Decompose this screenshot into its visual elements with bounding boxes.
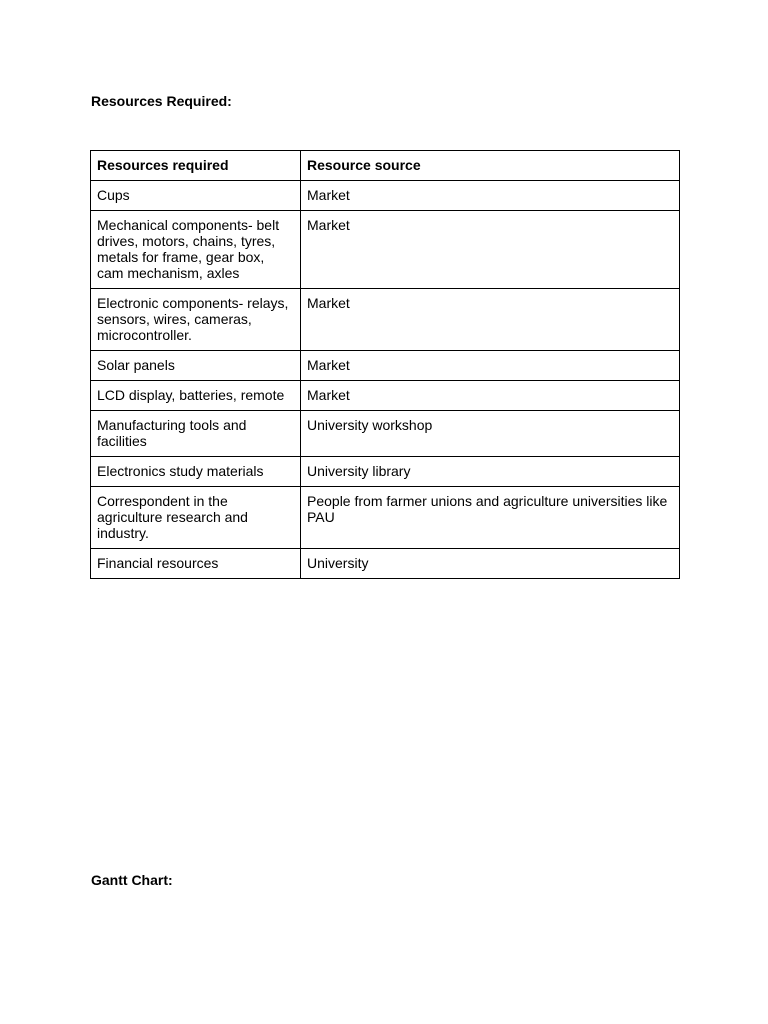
resources-required-heading: Resources Required: [91, 93, 232, 109]
table-row [91, 289, 680, 351]
resource-cell: LCD display, batteries, remote [91, 381, 301, 411]
source-cell: Market [301, 181, 680, 211]
source-cell: University [301, 549, 680, 579]
resource-cell: Mechanical components- belt drives, motors, chains, tyres, metals for frame, gear box, cam mechanism, axles [91, 211, 301, 289]
resource-cell: Solar panels [91, 351, 301, 381]
table-row [91, 181, 680, 211]
table-row [91, 351, 680, 381]
resource-cell: Correspondent in the agriculture research and industry. [91, 487, 301, 549]
table-header-row [91, 151, 680, 181]
resource-cell: Electronics study materials [91, 457, 301, 487]
source-cell: Market [301, 289, 680, 351]
table-row [91, 487, 680, 549]
table-row [91, 211, 680, 289]
source-cell: People from farmer unions and agriculture universities like PAU [301, 487, 680, 549]
resource-cell: Cups [91, 181, 301, 211]
source-cell: Market [301, 211, 680, 289]
table-row [91, 549, 680, 579]
resource-cell: Financial resources [91, 549, 301, 579]
table-row [91, 381, 680, 411]
source-cell: Market [301, 351, 680, 381]
source-cell: Market [301, 381, 680, 411]
gantt-chart-heading: Gantt Chart: [91, 872, 173, 888]
resource-cell: Electronic components- relays, sensors, wires, cameras, microcontroller. [91, 289, 301, 351]
column-header-resources-required: Resources required [91, 151, 301, 181]
resources-table [90, 150, 680, 579]
source-cell: University workshop [301, 411, 680, 457]
resource-cell: Manufacturing tools and facilities [91, 411, 301, 457]
column-header-resource-source: Resource source [301, 151, 680, 181]
table-row [91, 457, 680, 487]
table-row [91, 411, 680, 457]
source-cell: University library [301, 457, 680, 487]
